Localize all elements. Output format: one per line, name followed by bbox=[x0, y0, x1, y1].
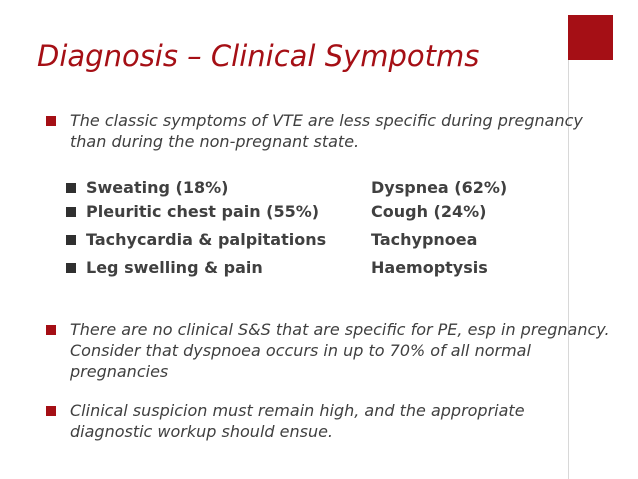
square-bullet-icon bbox=[66, 263, 76, 273]
symptom-left: Tachycardia & palpitations bbox=[86, 230, 327, 249]
symptom-row bbox=[66, 177, 546, 199]
symptom-row bbox=[66, 257, 546, 279]
symptom-right: Tachypnoea bbox=[371, 230, 478, 249]
symptom-left: Leg swelling & pain bbox=[86, 258, 263, 277]
symptom-left: Pleuritic chest pain (55%) bbox=[86, 202, 320, 221]
square-bullet-icon bbox=[46, 325, 56, 335]
point-text: Clinical suspicion must remain high, and the appropriate diagnostic workup should ensue. bbox=[70, 401, 525, 441]
point-paragraph bbox=[46, 319, 610, 382]
slide-title: Diagnosis – Clinical Sympotms bbox=[37, 39, 480, 73]
square-bullet-icon bbox=[66, 183, 76, 193]
symptom-right: Haemoptysis bbox=[371, 258, 488, 277]
point-paragraph bbox=[46, 400, 610, 442]
square-bullet-icon bbox=[66, 207, 76, 217]
symptom-row bbox=[66, 201, 546, 223]
symptom-left: Sweating (18%) bbox=[86, 178, 229, 197]
intro-text: The classic symptoms of VTE are less specific during pregnancy than during the non-pregnant state. bbox=[70, 111, 583, 151]
intro-paragraph bbox=[46, 110, 610, 152]
symptom-right: Cough (24%) bbox=[371, 202, 487, 221]
symptom-row bbox=[66, 229, 546, 251]
square-bullet-icon bbox=[46, 406, 56, 416]
square-bullet-icon bbox=[66, 235, 76, 245]
symptom-right: Dyspnea (62%) bbox=[371, 178, 508, 197]
square-bullet-icon bbox=[46, 116, 56, 126]
accent-square bbox=[568, 15, 613, 60]
point-text: There are no clinical S&S that are specific for PE, esp in pregnancy. Consider that dyspnoea occurs in up to 70% of all normal pregnancies bbox=[70, 320, 610, 381]
